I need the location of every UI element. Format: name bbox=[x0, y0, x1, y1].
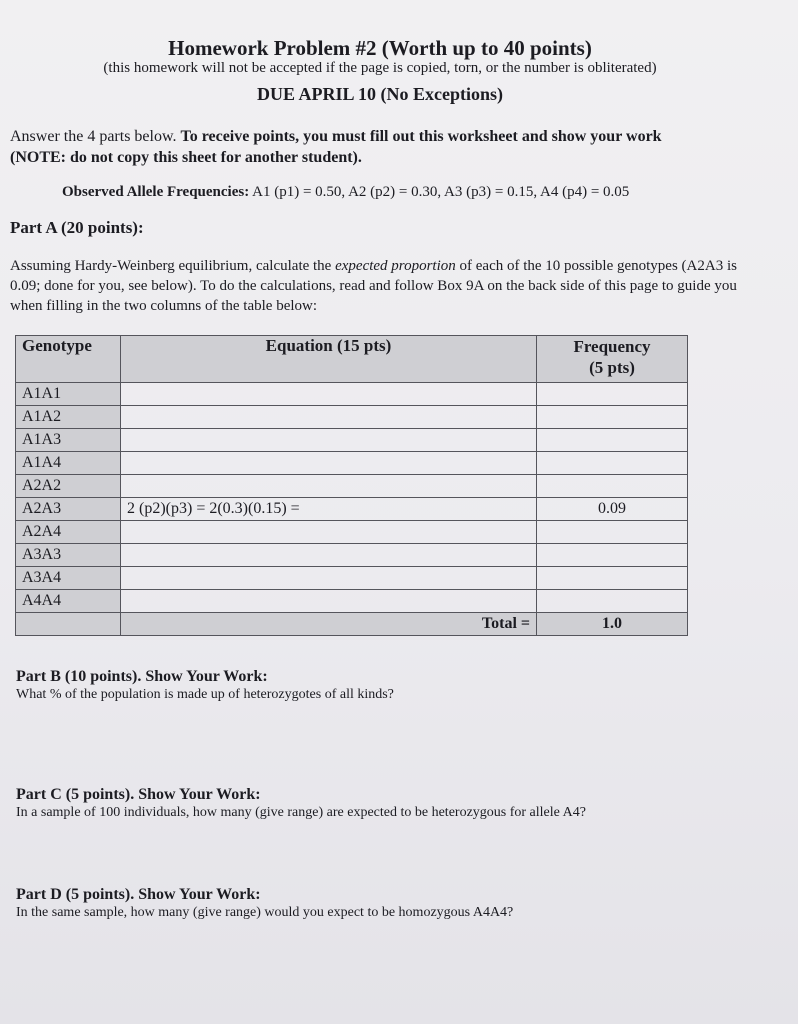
frequency-cell[interactable]: 0.09 bbox=[537, 498, 688, 521]
instructions-bold: To receive points, you must fill out this worksheet and show your work bbox=[180, 128, 662, 145]
equation-cell[interactable] bbox=[121, 429, 537, 452]
table-row bbox=[16, 429, 688, 452]
allele-frequencies bbox=[62, 184, 629, 201]
total-blank bbox=[16, 613, 121, 636]
part-a-text-em: expected proportion bbox=[335, 258, 456, 274]
frequency-cell[interactable] bbox=[537, 452, 688, 475]
frequency-cell[interactable] bbox=[537, 429, 688, 452]
table-row bbox=[16, 521, 688, 544]
frequency-cell[interactable] bbox=[537, 406, 688, 429]
instructions bbox=[10, 126, 770, 168]
part-d-question: In the same sample, how many (give range) would you expect to be homozygous A4A4? bbox=[16, 905, 514, 920]
header-frequency-line2: (5 pts) bbox=[589, 358, 635, 377]
genotype-cell: A2A2 bbox=[16, 475, 121, 498]
frequency-cell[interactable] bbox=[537, 590, 688, 613]
equation-cell[interactable] bbox=[121, 452, 537, 475]
allele-label: Observed Allele Frequencies: bbox=[62, 184, 250, 200]
part-a-instructions bbox=[10, 256, 770, 316]
header-frequency-line1: Frequency bbox=[573, 337, 651, 356]
equation-cell[interactable] bbox=[121, 544, 537, 567]
table-row bbox=[16, 452, 688, 475]
part-b bbox=[16, 668, 394, 703]
part-d-heading: Part D (5 points). Show Your Work: bbox=[16, 886, 261, 903]
header-frequency bbox=[537, 336, 688, 383]
frequency-cell[interactable] bbox=[537, 475, 688, 498]
genotype-cell: A2A4 bbox=[16, 521, 121, 544]
equation-cell[interactable]: 2 (p2)(p3) = 2(0.3)(0.15) = bbox=[121, 498, 537, 521]
table-row bbox=[16, 544, 688, 567]
equation-cell[interactable] bbox=[121, 567, 537, 590]
frequency-cell[interactable] bbox=[537, 567, 688, 590]
instructions-plain: Answer the 4 parts below. bbox=[10, 128, 181, 145]
header-equation: Equation (15 pts) bbox=[121, 336, 537, 383]
part-d bbox=[16, 886, 513, 921]
page-subtitle: (this homework will not be accepted if the page is copied, torn, or the number is obliterated) bbox=[103, 60, 657, 76]
frequency-cell[interactable] bbox=[537, 383, 688, 406]
table-row bbox=[16, 383, 688, 406]
table-row bbox=[16, 590, 688, 613]
genotype-cell: A3A4 bbox=[16, 567, 121, 590]
part-a-text-2: of each of the 10 possible genotypes (A2A3 is 0.09; done for you, see below). To do the calculations, read and follow Box 9A on the back side of this page to guide you when filling in the two columns of the table below: bbox=[10, 258, 737, 314]
genotype-cell: A1A2 bbox=[16, 406, 121, 429]
total-label: Total = bbox=[121, 613, 537, 636]
part-c-heading: Part C (5 points). Show Your Work: bbox=[16, 786, 261, 803]
equation-cell[interactable] bbox=[121, 406, 537, 429]
part-a-text-1: Assuming Hardy-Weinberg equilibrium, calculate the bbox=[10, 258, 336, 274]
page-title: Homework Problem #2 (Worth up to 40 points) bbox=[168, 36, 592, 60]
equation-cell[interactable] bbox=[121, 521, 537, 544]
table-row bbox=[16, 498, 688, 521]
instructions-note: (NOTE: do not copy this sheet for another student). bbox=[10, 149, 362, 166]
genotype-table bbox=[15, 335, 688, 636]
part-a-heading: Part A (20 points): bbox=[10, 218, 144, 237]
due-date: DUE APRIL 10 (No Exceptions) bbox=[256, 84, 503, 104]
part-c-question: In a sample of 100 individuals, how many (give range) are expected to be heterozygous for allele A4? bbox=[16, 805, 586, 820]
total-value: 1.0 bbox=[537, 613, 688, 636]
table-row bbox=[16, 475, 688, 498]
equation-cell[interactable] bbox=[121, 383, 537, 406]
genotype-cell: A1A1 bbox=[16, 383, 121, 406]
table-row bbox=[16, 567, 688, 590]
equation-cell[interactable] bbox=[121, 590, 537, 613]
frequency-cell[interactable] bbox=[537, 544, 688, 567]
genotype-cell: A3A3 bbox=[16, 544, 121, 567]
genotype-cell: A1A4 bbox=[16, 452, 121, 475]
frequency-cell[interactable] bbox=[537, 521, 688, 544]
table-row bbox=[16, 406, 688, 429]
part-b-heading: Part B (10 points). Show Your Work: bbox=[16, 668, 268, 685]
allele-values: A1 (p1) = 0.50, A2 (p2) = 0.30, A3 (p3) = 0.15, A4 (p4) = 0.05 bbox=[252, 184, 630, 200]
header-genotype: Genotype bbox=[16, 336, 121, 383]
genotype-cell: A4A4 bbox=[16, 590, 121, 613]
equation-cell[interactable] bbox=[121, 475, 537, 498]
part-c bbox=[16, 786, 586, 821]
genotype-cell: A1A3 bbox=[16, 429, 121, 452]
genotype-cell: A2A3 bbox=[16, 498, 121, 521]
table-header-row bbox=[16, 336, 688, 383]
part-b-question: What % of the population is made up of heterozygotes of all kinds? bbox=[16, 687, 394, 702]
total-row bbox=[16, 613, 688, 636]
